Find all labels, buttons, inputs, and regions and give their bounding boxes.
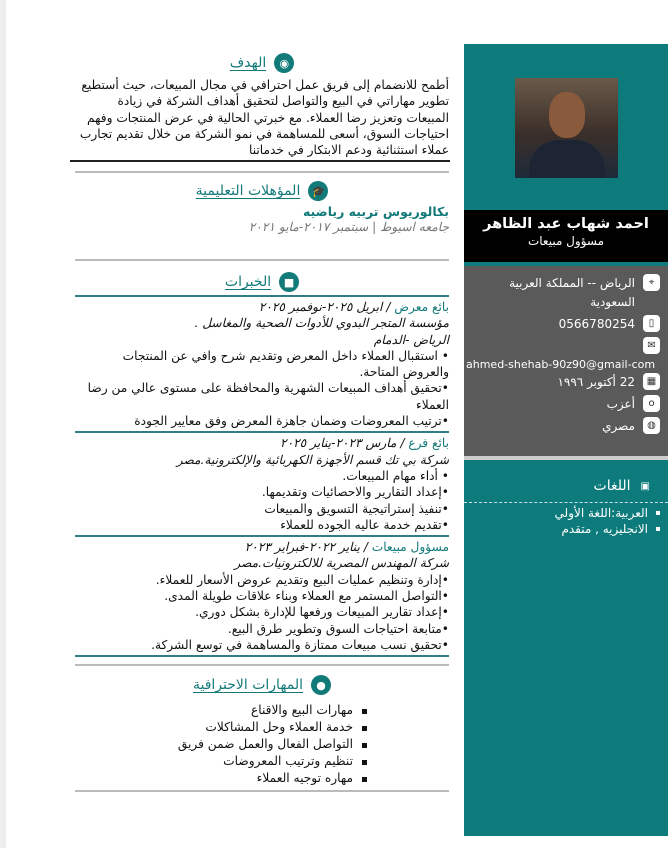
calendar-icon: ▦ — [643, 373, 660, 390]
job-bullet: •إدارة وتنظيم عمليات البيع وتقديم عروض الأسعار للعملاء. — [155, 572, 449, 587]
job-bullet: •التواصل المستمر مع العملاء وبناء علاقات طويلة المدى. — [164, 589, 449, 604]
experience-heading: الخبرات — [224, 274, 272, 290]
degree: بكالوريوس تربيه رياضيه — [302, 204, 449, 219]
job-company: شركة بي تك قسم الأجهزة الكهربائية والإلكترونية.مصر — [176, 452, 449, 467]
birth-date: 22 أكتوبر ١٩٩٦ — [557, 375, 635, 389]
location-icon: ⌖ — [643, 274, 660, 291]
objective-section — [75, 52, 449, 158]
job-entry — [75, 435, 449, 533]
divider — [70, 160, 450, 162]
job-bullet: • أداء مهام المبيعات. — [342, 468, 449, 483]
objective-heading: الهدف — [229, 55, 267, 71]
job-entry — [75, 299, 449, 429]
ring-icon: o — [643, 395, 660, 412]
marital-status: أعزب — [606, 397, 635, 411]
education-heading: المؤهلات التعليمية — [195, 183, 301, 199]
education-section — [75, 180, 449, 235]
job-dates: / يناير ٢٠٢٢-فبراير ٢٠٢٣ — [244, 540, 368, 555]
job-bullet: •متابعة احتياجات السوق وتطوير طرق البيع. — [227, 621, 449, 636]
phone: 0566780254 — [558, 317, 635, 331]
divider — [75, 664, 449, 666]
divider — [75, 790, 449, 792]
job-bullet: •إعداد تقارير المبيعات ورفعها للإدارة بشكل دوري. — [195, 605, 449, 620]
job-location: الرياض -الدمام — [373, 332, 449, 347]
target-icon: ◉ — [274, 53, 294, 73]
language-icon: ▣ — [640, 480, 650, 492]
address: الرياض -- المملكة العربية السعودية — [509, 276, 635, 309]
job-bullet: • استقبال العملاء داخل المعرض وتقديم شرح وافي عن المنتجات والعروض المتاحة. — [122, 348, 449, 380]
name-block — [464, 210, 668, 262]
page-edge — [0, 0, 6, 848]
job-title: بائع فرع — [408, 436, 449, 451]
experience-section — [75, 271, 449, 659]
language-item: العربية:اللغة الأولي — [464, 505, 648, 521]
divider — [75, 259, 449, 261]
job-entry — [75, 539, 449, 653]
school: جامعه اسيوط | سبتمبر ٢٠١٧-مايو ٢٠٢١ — [248, 220, 449, 234]
skills-section — [75, 674, 449, 787]
job-company: مؤسسة المتجر البدوي للأدوات الصحية والمغاسل . — [194, 316, 449, 331]
job-title-sidebar: مسؤول مبيعات — [527, 234, 605, 248]
briefcase-icon: ■ — [279, 272, 299, 292]
skill-item: تنظيم وترتيب المعروضات — [75, 753, 353, 770]
job-company: شركة المهندس المصرية للالكترونيات.مصر — [234, 556, 449, 571]
languages-block — [464, 474, 668, 537]
objective-text: أطمح للانضمام إلى فريق عمل احترافي في مجال المبيعات، حيث أستطيع تطوير مهاراتي في البيع والتواصل لتحقيق أهداف الشركة في زيادة المبيعات وتعزيز رضا العملاء. مع خبرتي الحالية في عرض المنتجات وفهم احتياجات السوق، أسعى للمساهمة في نمو الشركة من خلال تقديم تجارب عملاء استثنائية ودعم الابتكار في خدماتنا — [79, 78, 449, 158]
job-bullet: •تنفيذ إستراتيجية التسويق والمبيعات — [264, 501, 449, 516]
email-icon: ✉ — [643, 337, 660, 354]
profile-photo — [515, 78, 618, 178]
job-bullet: •إعداد التقارير والاحصائيات وتقديمها. — [261, 485, 449, 500]
skill-item: خدمة العملاء وحل المشاكلات — [75, 719, 353, 736]
job-title: بائع معرض — [394, 300, 449, 314]
job-bullet: •تحقيق نسب مبيعات ممتازة والمساهمة في توسع الشركة. — [151, 637, 449, 652]
full-name: احمد شهاب عبد الظاهر — [483, 216, 649, 232]
skill-item: التواصل الفعال والعمل ضمن فريق — [75, 736, 353, 753]
job-dates: / ابريل ٢٠٢٥-نوفمبر ٢٠٢٥ — [258, 300, 391, 314]
phone-icon: ▯ — [643, 315, 660, 332]
nationality: مصري — [602, 419, 635, 433]
skills-heading: المهارات الاحترافية — [192, 677, 304, 693]
graduation-cap-icon: 🎓 — [308, 181, 328, 201]
skill-item: مهاره توجيه العملاء — [75, 770, 353, 787]
job-bullet: •تحقيق أهداف المبيعات الشهرية والمحافظة على مستوى عالي من رضا العملاء — [87, 381, 449, 412]
job-dates: / مارس ٢٠٢٣-يناير ٢٠٢٥ — [280, 436, 405, 451]
contact-block — [464, 266, 668, 456]
language-item: الانجليزيه , متقدم — [464, 521, 648, 537]
job-title: مسؤول مبيعات — [371, 540, 449, 555]
languages-heading: اللغات — [593, 478, 631, 494]
email[interactable]: ahmed-shehab-90z90@gmail-com — [466, 358, 656, 371]
divider — [75, 171, 449, 173]
globe-icon: ◍ — [643, 417, 660, 434]
skill-item: مهارات البيع والاقناع — [75, 702, 353, 719]
sidebar — [464, 44, 668, 836]
users-icon: ● — [311, 675, 331, 695]
job-bullet: •تقديم خدمة عاليه الجوده للعملاء — [280, 517, 449, 532]
job-bullet: •ترتيب المعروضات وضمان جاهزة المعرض وفق معايير الجودة — [134, 414, 449, 429]
